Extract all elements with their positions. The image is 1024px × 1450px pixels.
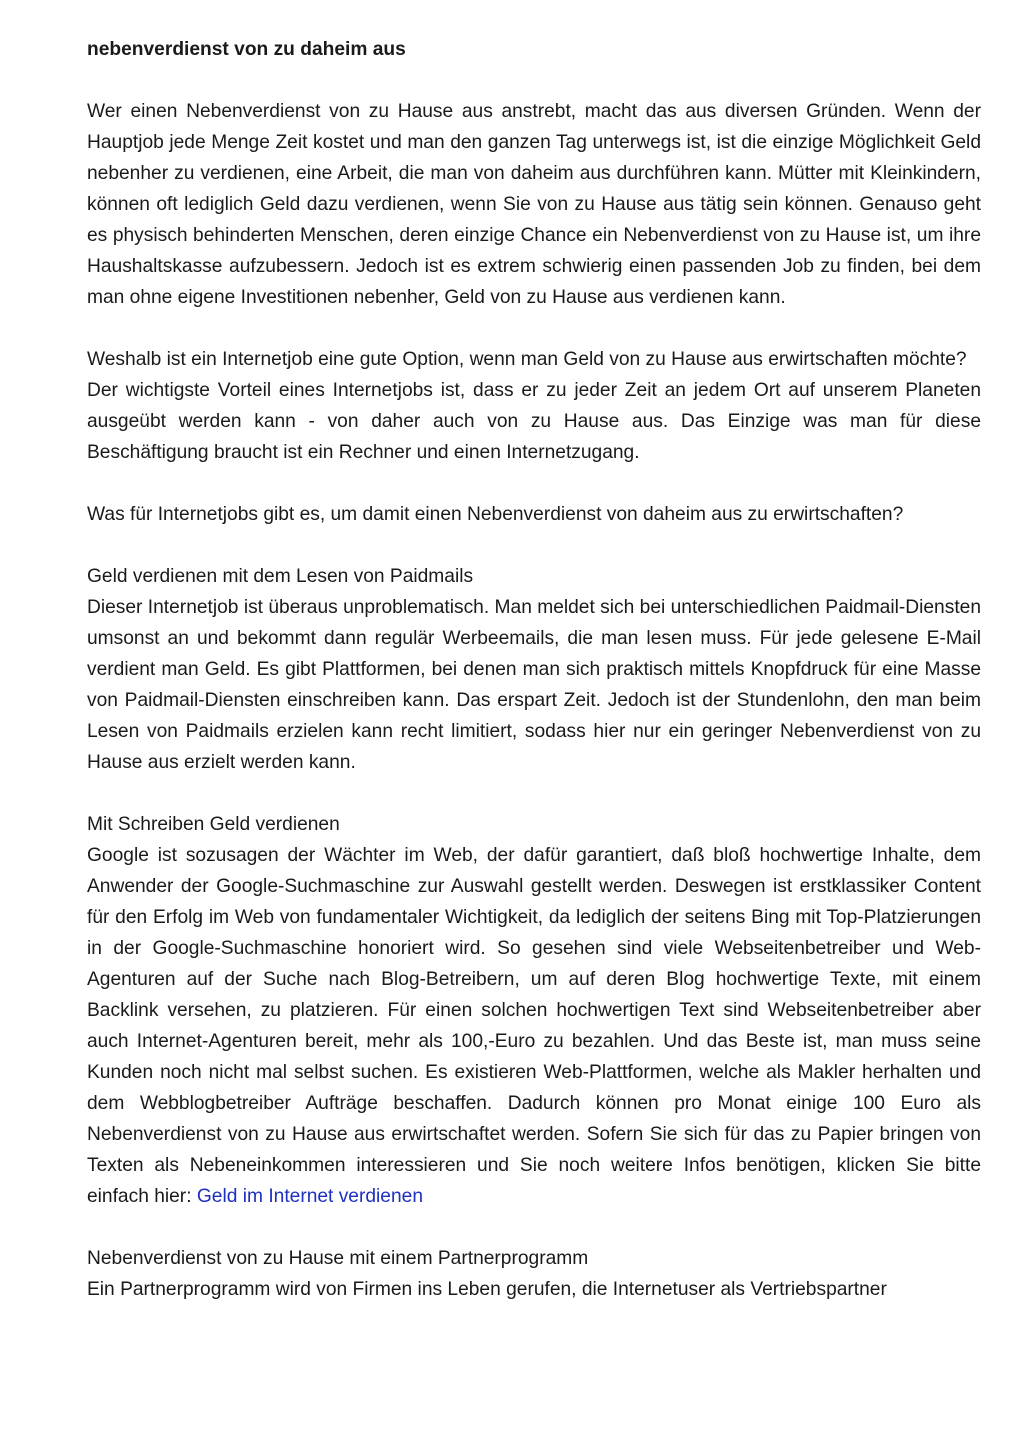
spacer	[87, 65, 981, 96]
paidmails-heading: Geld verdienen mit dem Lesen von Paidmails	[87, 566, 474, 587]
spacer	[87, 530, 981, 561]
schreiben-heading: Mit Schreiben Geld verdienen	[87, 814, 340, 835]
geld-im-internet-link[interactable]: Geld im Internet verdienen	[196, 1186, 423, 1207]
spacer	[87, 313, 981, 344]
internetjob-heading: Weshalb ist ein Internetjob eine gute Option, wenn man Geld von zu Hause aus erwirtschaften möchte?	[87, 349, 967, 370]
schreiben-paragraph	[87, 840, 981, 1212]
intro-paragraph: Wer einen Nebenverdienst von zu Hause aus anstrebt, macht das aus diversen Gründen. Wenn der Hauptjob jede Menge Zeit kostet und man den ganzen Tag unterwegs ist, ist die einzige Möglichkeit Geld nebenher zu verdienen, eine Arbeit, die man von daheim aus durchführen kann. Mütter mit Kleinkindern, können oft lediglich Geld dazu verdienen, wenn Sie von zu Hause aus tätig sein können. Genauso geht es physisch behinderten Menschen, deren einzige Chance ein Nebenverdienst von zu Hause ist, um ihre Haushaltskasse aufzubessern. Jedoch ist es extrem schwierig einen passenden Job zu finden, bei dem man ohne eigene Investitionen nebenher, Geld von zu Hause aus verdienen kann.	[87, 101, 981, 308]
document-body	[87, 34, 981, 1305]
internetjobs-question: Was für Internetjobs gibt es, um damit einen Nebenverdienst von daheim aus zu erwirtschaften?	[87, 504, 904, 525]
internetjob-paragraph: Der wichtigste Vorteil eines Internetjobs ist, dass er zu jeder Zeit an jedem Ort auf unserem Planeten ausgeübt werden kann - von daher auch von zu Hause aus. Das Einzige was man für diese Beschäftigung braucht ist ein Rechner und einen Internetzugang.	[87, 380, 981, 463]
spacer	[87, 468, 981, 499]
schreiben-paragraph-text: Google ist sozusagen der Wächter im Web, der dafür garantiert, daß bloß hochwertige Inhalte, dem Anwender der Google-Suchmaschine zur Auswahl gestellt werden. Deswegen ist erstklassiker Content für den Erfolg im Web von fundamentaler Wichtigkeit, da lediglich der seitens Bing mit Top-Platzierungen in der Google-Suchmaschine honoriert wird. So gesehen sind viele Webseitenbetreiber und Web-Agenturen auf der Suche nach Blog-Betreibern, um auf deren Blog hochwertige Texte, mit einem Backlink versehen, zu platzieren. Für einen solchen hochwertigen Text sind Webseitenbetreiber aber auch Internet-Agenturen bereit, mehr als 100,-Euro zu bezahlen. Und das Beste ist, man muss seine Kunden noch nicht mal selbst suchen. Es existieren Web-Plattformen, welche als Makler herhalten und dem Webblogbetreiber Aufträge beschaffen. Dadurch können pro Monat einige 100 Euro als Nebenverdienst von zu Hause aus erwirtschaftet werden. Sofern Sie sich für das zu Papier bringen von Texten als Nebeneinkommen interessieren und Sie noch weitere Infos benötigen, klicken Sie bitte einfach hier:	[87, 845, 981, 1207]
spacer	[87, 1212, 981, 1243]
document-title: nebenverdienst von zu daheim aus	[87, 39, 406, 60]
partner-heading: Nebenverdienst von zu Hause mit einem Partnerprogramm	[87, 1248, 589, 1269]
partner-paragraph: Ein Partnerprogramm wird von Firmen ins Leben gerufen, die Internetuser als Vertriebspartner	[87, 1279, 887, 1300]
paidmails-paragraph: Dieser Internetjob ist überaus unproblematisch. Man meldet sich bei unterschiedlichen Paidmail-Diensten umsonst an und bekommt dann regulär Werbeemails, die man lesen muss. Für jede gelesene E-Mail verdient man Geld. Es gibt Plattformen, bei denen man sich praktisch mittels Knopfdruck für eine Masse von Paidmail-Diensten einschreiben kann. Das erspart Zeit. Jedoch ist der Stundenlohn, den man beim Lesen von Paidmails erzielen kann recht limitiert, sodass hier nur ein geringer Nebenverdienst von zu Hause aus erzielt werden kann.	[87, 597, 981, 773]
spacer	[87, 778, 981, 809]
